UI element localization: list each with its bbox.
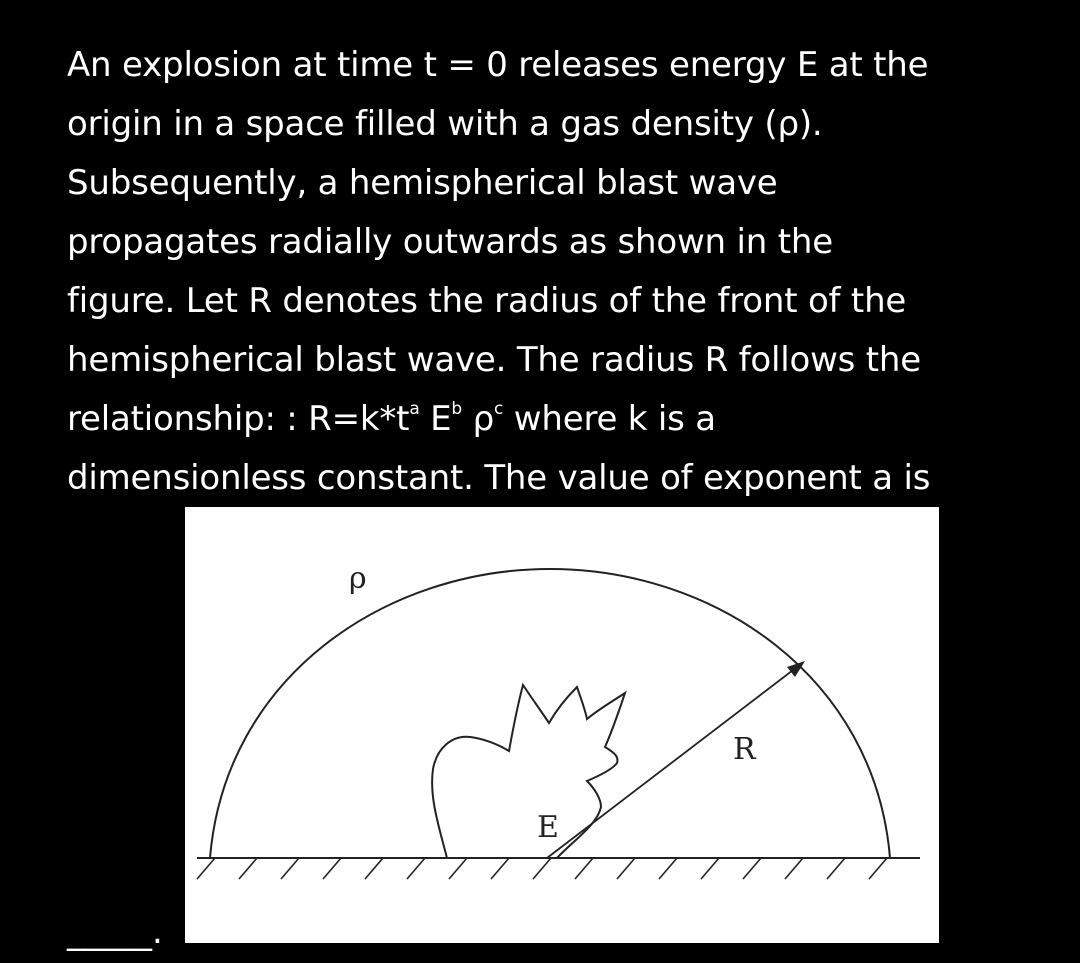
- question-line-5: figure. Let R denotes the radius of the front of the: [67, 281, 907, 321]
- question-line-4: propagates radially outwards as shown in the: [67, 222, 833, 262]
- question-line-1: An explosion at time t = 0 releases energy E at the: [67, 45, 929, 85]
- exponent-a: a: [409, 399, 420, 419]
- exponent-b: b: [451, 399, 463, 419]
- question-line-8: dimensionless constant. The value of exponent a is: [67, 458, 931, 498]
- formula-energy: E: [419, 399, 452, 439]
- blast-wave-figure: [185, 507, 939, 943]
- energy-label: E: [537, 810, 559, 845]
- question-line-2: origin in a space filled with a gas density (ρ).: [67, 104, 823, 144]
- ground-hatching: [197, 858, 887, 879]
- radius-arrow-line: [547, 667, 797, 858]
- question-line-7: [67, 390, 1057, 449]
- question-line-3: Subsequently, a hemispherical blast wave: [67, 163, 778, 203]
- question-text: [67, 36, 1057, 508]
- blast-wave-diagram: [185, 507, 939, 943]
- formula-density: ρ: [462, 399, 495, 439]
- formula-prefix: relationship: : R=k*t: [67, 399, 410, 439]
- radius-label: R: [733, 732, 756, 767]
- density-label: ρ: [349, 561, 367, 596]
- formula-suffix: where k is a: [503, 399, 716, 439]
- explosion-flame-icon: [432, 685, 625, 858]
- exponent-c: c: [494, 399, 504, 419]
- answer-blank: _____.: [67, 912, 163, 952]
- question-line-6: hemispherical blast wave. The radius R follows the: [67, 340, 921, 380]
